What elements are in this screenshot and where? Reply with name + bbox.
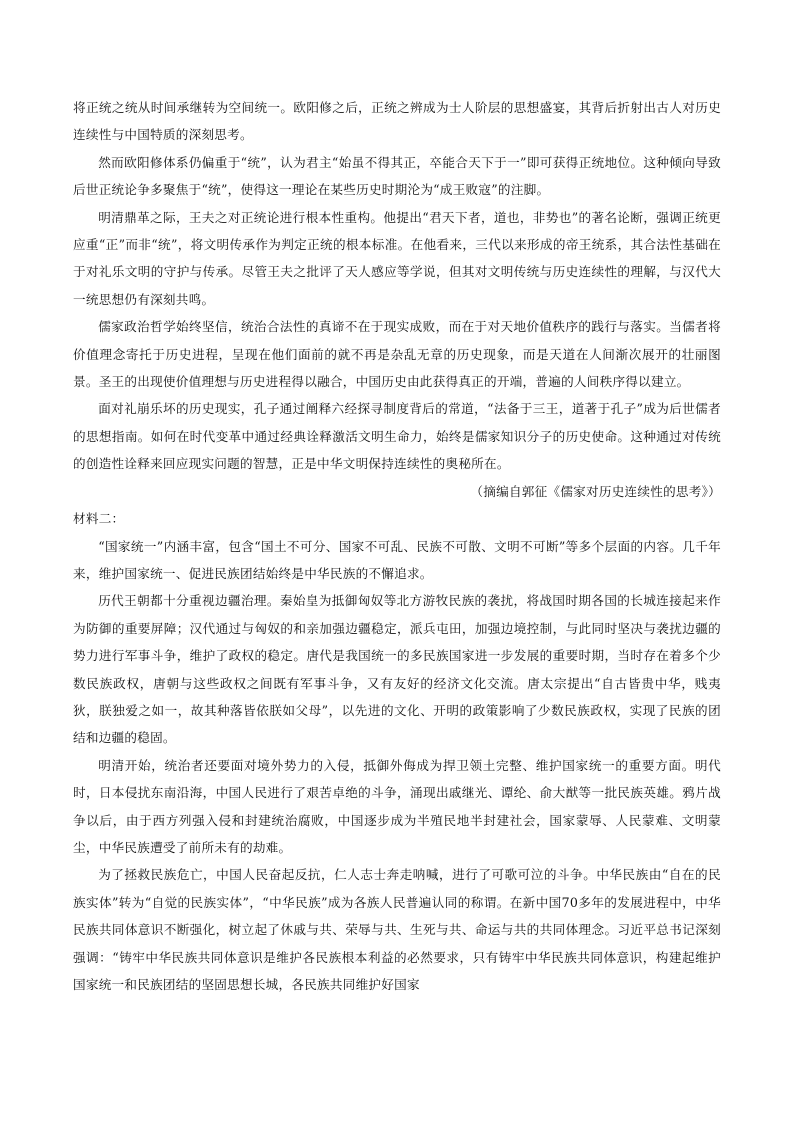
- source-citation: （摘编自郭征《儒家对历史连续性的思考》）: [470, 483, 721, 499]
- reading-passage: [73, 94, 721, 998]
- paragraph-9: 为了拯救民族危亡，中国人民奋起反抗，仁人志士奔走呐喊，进行了可歌可泣的斗争。中华民族由“自在的民族实体”转为“自觉的民族实体”，“中华民族”成为各族人民普遍认同的称谓。在新中国70多年的发展进程中，中华民族共同体意识不断强化，树立起了休戚与共、荣辱与共、生死与共、命运与共的共同体理念。习近平总书记深刻强调：“铸牢中华民族共同体意识是维护各民族根本利益的必然要求，只有铸牢中华民族共同体意识，构建起维护国家统一和民族团结的坚固思想长城，各民族共同维护好国家: [73, 867, 721, 992]
- paragraph-3: 明清鼎革之际，王夫之对正统论进行根本性重构。他提出“君天下者，道也，非势也”的著名论断，强调正统更应重“正”而非“统”，将文明传承作为判定正统的根本标准。在他看来，三代以来形成的帝王统系，其合法性基础在于对礼乐文明的守护与传承。尽管王夫之批评了天人感应等学说，但其对文明传统与历史连续性的理解，与汉代大一统思想仍有深刻共鸣。: [73, 209, 721, 307]
- paragraph-2: 然而欧阳修体系仍偏重于“统”，认为君主“始虽不得其正，卒能合天下于一”即可获得正统地位。这种倾向导致后世正统论争多聚焦于“统”，使得这一理论在某些历史时期沦为“成王败寇”的注脚。: [73, 154, 721, 198]
- paragraph-6: “国家统一”内涵丰富，包含“国土不可分、国家不可乱、民族不可散、文明不可断”等多个层面的内容。几千年来，维护国家统一、促进民族团结始终是中华民族的不懈追求。: [73, 538, 721, 581]
- paragraph-5: 面对礼崩乐坏的历史现实，孔子通过阐释六经探寻制度背后的常道，“法备于三王，道著于孔子”成为后世儒者的思想指南。如何在时代变革中通过经典诠释激活文明生命力，始终是儒家知识分子的历史使命。这种通过对传统的创造性诠释来回应现实问题的智慧，正是中华文明保持连续性的奥秘所在。: [73, 401, 721, 472]
- paragraph-7: 历代王朝都十分重视边疆治理。秦始皇为抵御匈奴等北方游牧民族的袭扰，将战国时期各国的长城连接起来作为防御的重要屏障；汉代通过与匈奴的和亲加强边疆稳定，派兵屯田，加强边境控制，与此同时坚决与袭扰边疆的势力进行军事斗争，维护了政权的稳定。唐代是我国统一的多民族国家进一步发展的重要时期，当时存在着多个少数民族政权，唐朝与这些政权之间既有军事斗争，又有友好的经济文化交流。唐太宗提出“自古皆贵中华，贱夷狄，朕独爱之如一，故其种落皆依朕如父母”，以先进的文化、开明的政策影响了少数民族政权，实现了民族的团结和边疆的稳固。: [73, 593, 721, 746]
- material-two-label: 材料二：: [73, 511, 125, 527]
- paragraph-1: 将正统之统从时间承继转为空间统一。欧阳修之后，正统之辨成为士人阶层的思想盛宴，其背后折射出古人对历史连续性与中国特质的深刻思考。: [73, 100, 721, 143]
- paragraph-4: 儒家政治哲学始终坚信，统治合法性的真谛不在于现实成败，而在于对天地价值秩序的践行与落实。当儒者将价值理念寄托于历史进程，呈现在他们面前的就不再是杂乱无章的历史现象，而是天道在人间渐次展开的壮丽图景。圣王的出现使价值理想与历史进程得以融合，中国历史由此获得真正的开端，普遍的人间秩序得以建立。: [73, 319, 721, 390]
- paragraph-8: 明清开始，统治者还要面对境外势力的入侵，抵御外侮成为捍卫领土完整、维护国家统一的重要方面。明代时，日本侵扰东南沿海，中国人民进行了艰苦卓绝的斗争，涌现出戚继光、谭纶、俞大猷等一批民族英雄。鸦片战争以后，由于西方列强入侵和封建统治腐败，中国逐步成为半殖民地半封建社会，国家蒙辱、人民蒙难、文明蒙尘，中华民族遭受了前所未有的劫难。: [73, 757, 721, 855]
